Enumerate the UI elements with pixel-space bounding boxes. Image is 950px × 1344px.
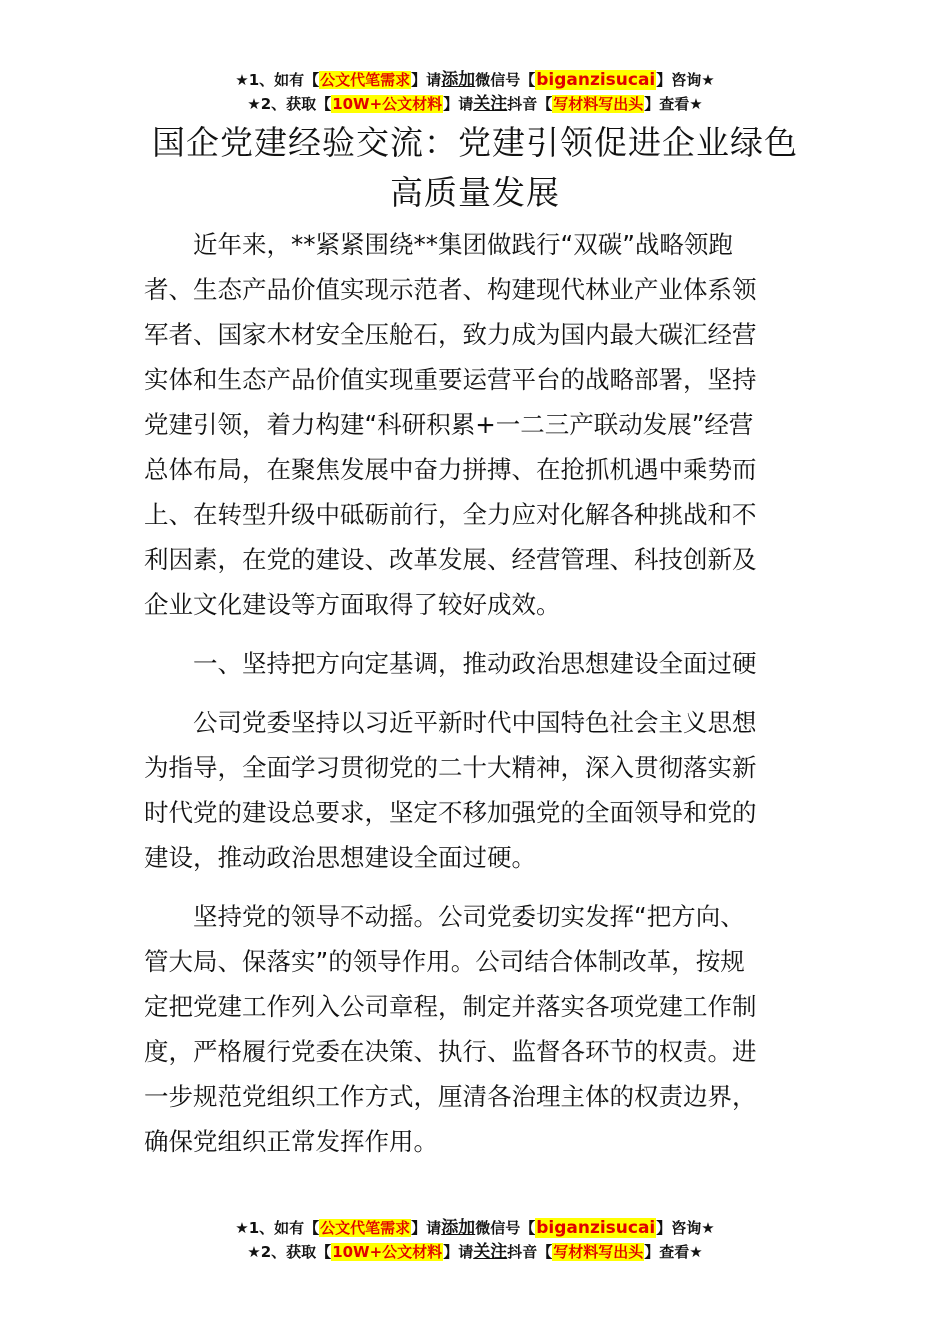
paragraph-line: 实体和生态产品价值实现重要运营平台的战略部署，坚持 <box>144 365 757 394</box>
promo-line-1 <box>0 1216 950 1240</box>
promo-text: 】请 <box>443 95 474 113</box>
paragraph-line: 度，严格履行党委在决策、执行、监督各环节的权责。进 <box>144 1037 757 1066</box>
header-promo-banner <box>0 68 950 116</box>
paragraph-line: 时代党的建设总要求，坚定不移加强党的全面领导和党的 <box>144 798 757 827</box>
title-line: 高质量发展 <box>390 173 560 212</box>
paragraph-line: 公司党委坚持以习近平新时代中国特色社会主义思想 <box>193 708 757 737</box>
promo-text: 】请 <box>411 71 442 89</box>
promo-text: ★1、如有【 <box>235 1219 320 1237</box>
promo-text: 抖音【 <box>507 1243 553 1261</box>
promo-emphasis: 添加 <box>441 1218 476 1238</box>
footer-promo-banner <box>0 1216 950 1264</box>
promo-line-1 <box>0 68 950 92</box>
paragraph-line: 上、在转型升级中砥砺前行，全力应对化解各种挑战和不 <box>144 500 757 529</box>
promo-text: ★1、如有【 <box>235 71 320 89</box>
promo-text: 】请 <box>411 1219 442 1237</box>
promo-text: 微信号【 <box>475 71 536 89</box>
promo-emphasis: 添加 <box>441 70 476 90</box>
paragraph-line: 者、生态产品价值实现示范者、构建现代林业产业体系领 <box>144 275 757 304</box>
promo-text: 抖音【 <box>507 95 553 113</box>
document-body <box>144 222 808 1178</box>
paragraph-line: 利因素，在党的建设、改革发展、经营管理、科技创新及 <box>144 545 757 574</box>
paragraph-line: 企业文化建设等方面取得了较好成效。 <box>144 590 561 619</box>
promo-highlight: 10W+公文材料 <box>332 1243 443 1261</box>
promo-text: 微信号【 <box>475 1219 536 1237</box>
paragraph-line: 坚持党的领导不动摇。公司党委切实发挥“把方向、 <box>193 902 745 931</box>
promo-text: 】咨询★ <box>656 71 715 89</box>
promo-wechat-id: biganzisucai <box>536 70 656 90</box>
section-heading <box>144 641 808 686</box>
document-title <box>0 118 950 218</box>
promo-emphasis: 关注 <box>473 1242 508 1262</box>
body-paragraph <box>144 700 808 880</box>
paragraph-line: 管大局、保落实”的领导作用。公司结合体制改革，按规 <box>144 947 745 976</box>
promo-emphasis: 关注 <box>473 94 508 114</box>
promo-douyin-account: 写材料写出头 <box>553 1243 644 1261</box>
body-paragraph <box>144 894 808 1164</box>
paragraph-line: 总体布局，在聚焦发展中奋力拼搏、在抢抓机遇中乘势而 <box>144 455 757 484</box>
promo-douyin-account: 写材料写出头 <box>553 95 644 113</box>
body-paragraph <box>144 222 808 627</box>
paragraph-line: 确保党组织正常发挥作用。 <box>144 1127 438 1156</box>
paragraph-line: 近年来，**紧紧围绕**集团做践行“双碳”战略领跑 <box>193 230 733 259</box>
promo-text: 】请 <box>443 1243 474 1261</box>
paragraph-line: 党建引领，着力构建“科研积累+一二三产联动发展”经营 <box>144 410 754 439</box>
promo-highlight: 公文代笔需求 <box>320 1219 411 1237</box>
promo-highlight: 10W+公文材料 <box>332 95 443 113</box>
promo-text: 】查看★ <box>644 1243 703 1261</box>
promo-text: 】查看★ <box>644 95 703 113</box>
promo-wechat-id: biganzisucai <box>536 1218 656 1238</box>
paragraph-line: 定把党建工作列入公司章程，制定并落实各项党建工作制 <box>144 992 757 1021</box>
promo-text: ★2、获取【 <box>247 95 332 113</box>
promo-highlight: 公文代笔需求 <box>320 71 411 89</box>
paragraph-line: 建设，推动政治思想建设全面过硬。 <box>144 843 536 872</box>
promo-line-2 <box>0 1240 950 1264</box>
promo-line-2 <box>0 92 950 116</box>
paragraph-line: 一步规范党组织工作方式，厘清各治理主体的权责边界， <box>144 1082 757 1111</box>
promo-text: ★2、获取【 <box>247 1243 332 1261</box>
title-line: 国企党建经验交流：党建引领促进企业绿色 <box>152 123 798 162</box>
promo-text: 】咨询★ <box>656 1219 715 1237</box>
paragraph-line: 一、坚持把方向定基调，推动政治思想建设全面过硬 <box>193 649 757 678</box>
paragraph-line: 为指导，全面学习贯彻党的二十大精神，深入贯彻落实新 <box>144 753 757 782</box>
paragraph-line: 军者、国家木材安全压舱石，致力成为国内最大碳汇经营 <box>144 320 757 349</box>
